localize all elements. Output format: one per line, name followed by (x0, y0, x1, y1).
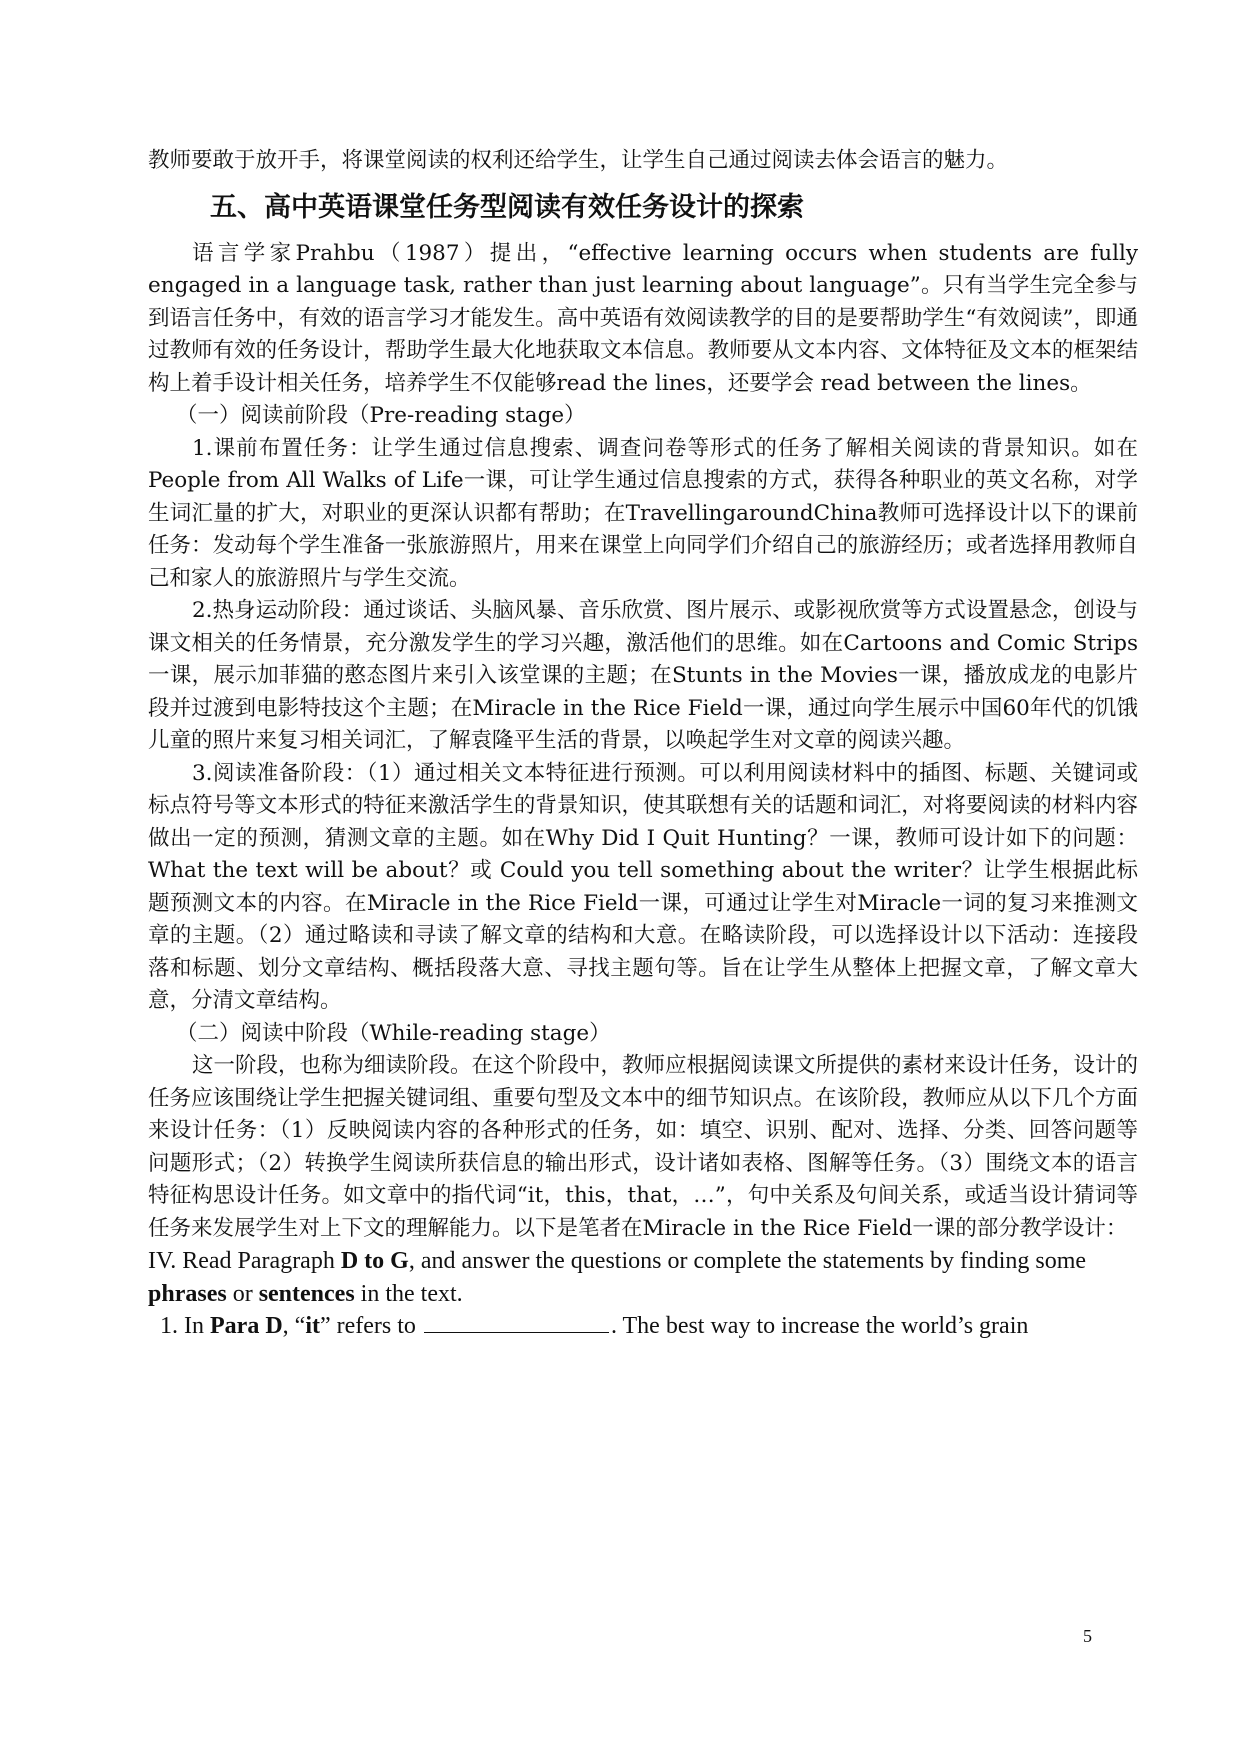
subheading-while-reading: （二）阅读中阶段（While-reading stage） (176, 1020, 611, 1046)
exercise-question-1: 1. In Para D, “it” refers to . The best way to increase the world’s grain (160, 1313, 1029, 1339)
paragraph-prahbu: 语言学家Prahbu（1987）提出，“effective learning occurs when students are fully engaged in a language task, rather than just learning about language”。只有当学生完全参与到语言任务中，有效的语言学习才能发生。高中英语有效阅读教学的目的是要帮助学生“有效阅读”，即通过教师有效的任务设计，帮助学生最大化地获取文本信息。教师要从文本内容、文体特征及文本的框架结构上着手设计相关任务，培养学生不仅能够read the lines，还要学会 read between the lines。 (148, 240, 1138, 396)
page-content (148, 145, 1138, 1343)
answer-blank (424, 1312, 609, 1333)
paragraph-while-reading: 这一阶段，也称为细读阶段。在这个阶段中，教师应根据阅读课文所提供的素材来设计任务，设计的任务应该围绕让学生把握关键词组、重要句型及文本中的细节知识点。在该阶段，教师应从以下几个方面来设计任务：（1）反映阅读内容的各种形式的任务，如：填空、识别、配对、选择、分类、回答问题等问题形式；（2）转换学生阅读所获信息的输出形式，设计诸如表格、图解等任务。（3）围绕文本的语言特征构思设计任务。如文章中的指代词“it，this，that，…”，句中关系及句间关系，或适当设计猜词等任务来发展学生对上下文的理解能力。以下是笔者在Miracle in the Rice Field一课的部分教学设计： (148, 1053, 1139, 1241)
page-number: 5 (1083, 1626, 1092, 1646)
subheading-pre-reading: （一）阅读前阶段（Pre-reading stage） (176, 403, 586, 428)
section-heading: 五、高中英语课堂任务型阅读有效任务设计的探索 (210, 191, 804, 223)
paragraph-pre-class-task: 1.课前布置任务：让学生通过信息搜索、调查问卷等形式的任务了解相关阅读的背景知识。如在People from All Walks of Life一课，可让学生通过信息搜索的方式，获得各种职业的英文名称，对学生词汇量的扩大，对职业的更深认识都有帮助；在TravellingaroundChina教师可选择设计以下的课前任务：发动每个学生准备一张旅游照片，用来在课堂上向同学们介绍自己的旅游经历；或者选择用教师自己和家人的旅游照片与学生交流。 (148, 435, 1138, 591)
paragraph-intro-end: 教师要敢于放开手，将课堂阅读的权利还给学生，让学生自己通过阅读去体会语言的魅力。 (148, 148, 1009, 173)
paragraph-reading-prep: 3.阅读准备阶段：（1）通过相关文本特征进行预测。可以利用阅读材料中的插图、标题、关键词或标点符号等文本形式的特征来激活学生的背景知识，使其联想有关的话题和词汇，对将要阅读的材料内容做出一定的预测，猜测文章的主题。如在Why Did I Quit Hunting？一课，教师可设计如下的问题：What the text will be about？或 Could you tell something about the writer？让学生根据此标题预测文本的内容。在Miracle in the Rice Field一课，可通过让学生对Miracle一词的复习来推测文章的主题。（2）通过略读和寻读了解文章的结构和大意。在略读阶段，可以选择设计以下活动：连接段落和标题、划分文章结构、概括段落大意、寻找主题句等。旨在让学生从整体上把握文章，了解文章大意，分清文章结构。 (148, 760, 1138, 1013)
exercise-instruction: IV. Read Paragraph D to G, and answer the questions or complete the statements by finding some phrases or sentences in the text. (148, 1248, 1087, 1307)
paragraph-warm-up: 2.热身运动阶段：通过谈话、头脑风暴、音乐欣赏、图片展示、或影视欣赏等方式设置悬念，创设与课文相关的任务情景，充分激发学生的学习兴趣，激活他们的思维。如在Cartoons and Comic Strips一课，展示加菲猫的憨态图片来引入该堂课的主题；在Stunts in the Movies一课，播放成龙的电影片段并过渡到电影特技这个主题；在Miracle in the Rice Field一课，通过向学生展示中国60年代的饥饿儿童的照片来复习相关词汇，了解袁隆平生活的背景，以唤起学生对文章的阅读兴趣。 (148, 598, 1138, 753)
